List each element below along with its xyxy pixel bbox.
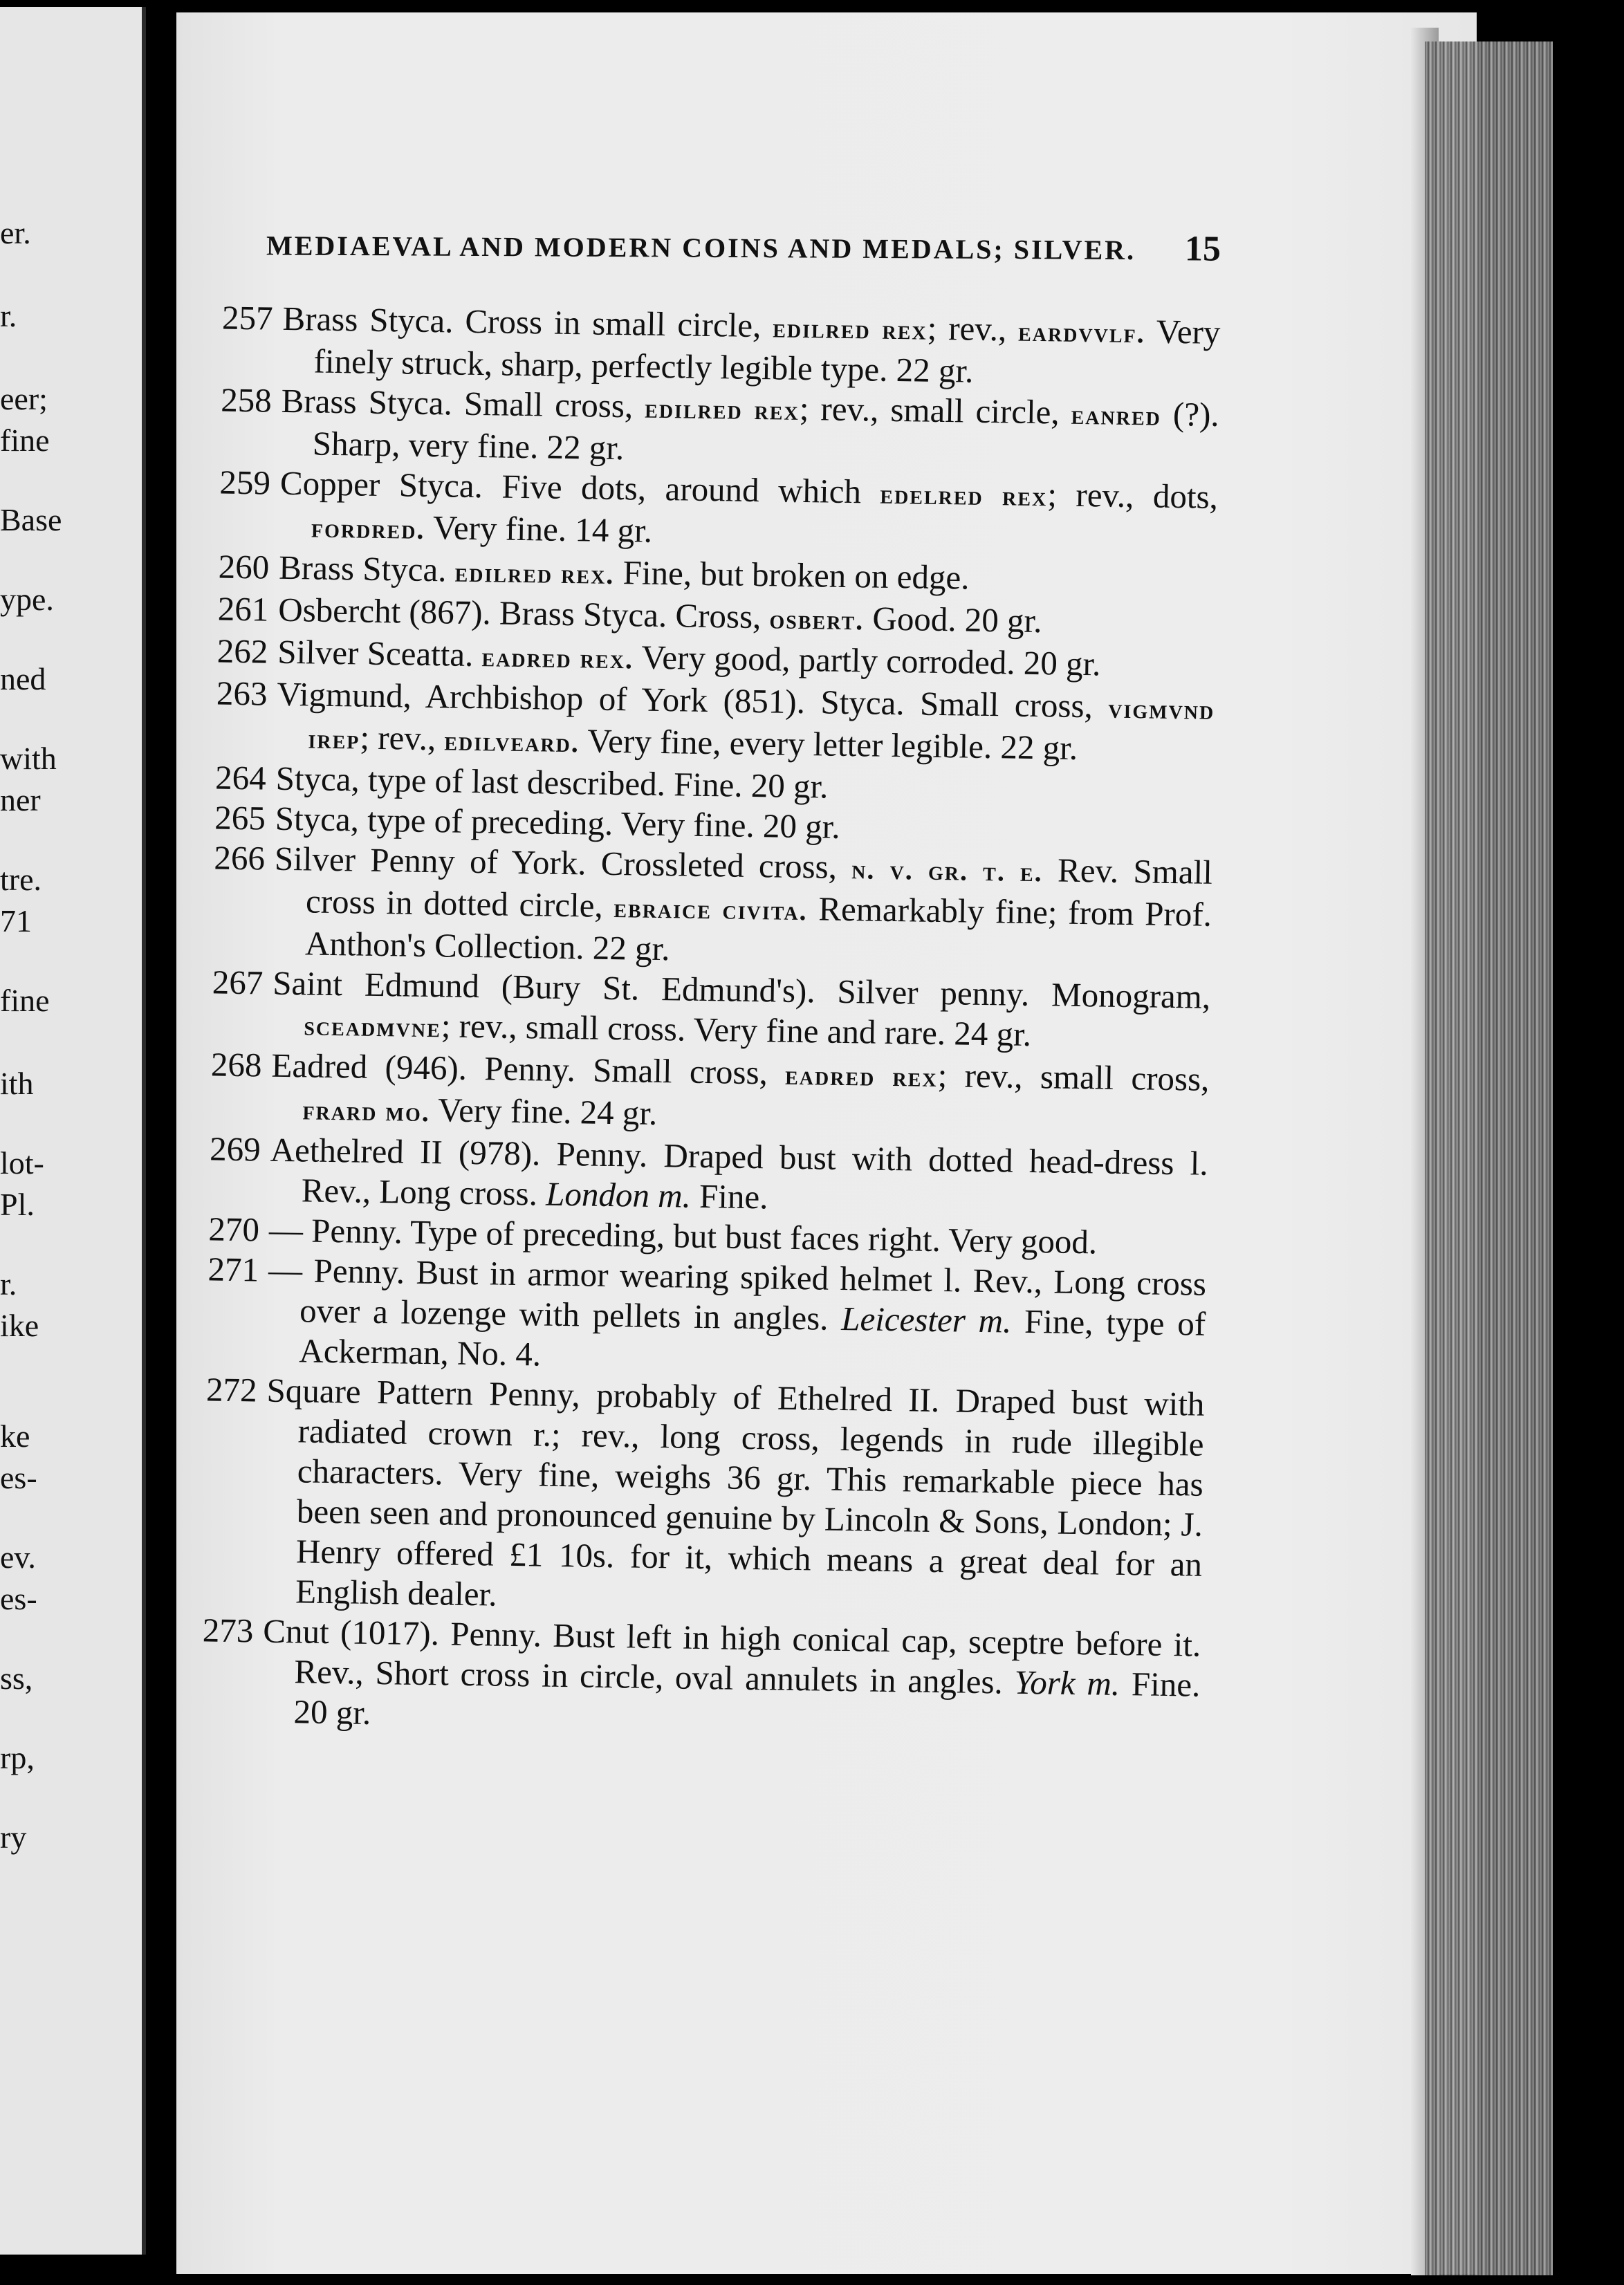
catalogue-entries bbox=[176, 297, 1221, 1746]
entry-text: ; rev., bbox=[927, 308, 1019, 349]
left-page-text-fragment: es- bbox=[0, 1460, 37, 1495]
catalogue-entry bbox=[190, 673, 1215, 773]
lot-number: 265 bbox=[214, 798, 266, 838]
left-page-text-fragment: r. bbox=[0, 298, 17, 333]
catalogue-entry bbox=[178, 1369, 1205, 1625]
entry-text: Aethelred II (978). Penny. Draped bust with dotted head-dress l. Rev., Long cross. bbox=[270, 1130, 1208, 1213]
left-page-text-fragment: tre. bbox=[0, 862, 42, 897]
coin-legend: edilveard. bbox=[444, 725, 580, 759]
entry-text: Fine, type of Ackerman, No. 4. bbox=[299, 1302, 1206, 1373]
left-page-text-fragment: ype. bbox=[0, 582, 54, 617]
coin-legend: ebraice civita. bbox=[613, 892, 808, 927]
entry-text: Square Pattern Penny, probably of Ethelred II. Draped bust with radiated crown r.; rev., long cross, legends in rude illegible characters. Very fine, weighs 36 gr. This remarkable piece has been seen and pronounced genuine by Lincoln & Sons, London; J. Henry offered £1 10s. for it, which means a great deal for an English dealer. bbox=[266, 1371, 1205, 1613]
left-page-text-fragment: es- bbox=[0, 1581, 37, 1616]
lot-number: 273 bbox=[202, 1611, 254, 1650]
left-page-text-fragment: rp, bbox=[0, 1740, 35, 1775]
left-page-text-fragment: r. bbox=[0, 1266, 17, 1302]
left-page-text-fragment: ith bbox=[0, 1066, 34, 1101]
entry-text: Brass Styca. Cross in small circle, bbox=[282, 299, 773, 345]
entry-text: — Penny. Bust in armor wearing spiked helmet l. Rev., Long cross over a lozenge with pellets in angles. bbox=[268, 1250, 1207, 1338]
lot-number: 271 bbox=[207, 1250, 259, 1289]
entry-text: Copper Styca. Five dots, around which bbox=[279, 463, 880, 511]
entry-text: Remarkably fine; from Prof. Anthon's Collection. 22 gr. bbox=[304, 889, 1212, 968]
lot-number: 263 bbox=[216, 674, 268, 713]
header-title: MEDIAEVAL AND MODERN COINS AND MEDALS; SILVER. bbox=[266, 230, 1136, 266]
coin-legend: sceadmvne bbox=[304, 1010, 442, 1044]
entry-text: Brass Styca. bbox=[278, 548, 456, 589]
lot-number: 262 bbox=[216, 631, 268, 671]
entry-text: ; rev., small cross. Very fine and rare. 24 gr. bbox=[441, 1006, 1032, 1054]
entry-text: Vigmund, Archbishop of York (851). Styca. Small cross, bbox=[277, 674, 1109, 725]
lot-number: 266 bbox=[214, 838, 266, 878]
catalogue-entry bbox=[187, 838, 1213, 977]
catalogue-entry bbox=[185, 1044, 1210, 1144]
left-page-text-fragment: ry bbox=[0, 1820, 27, 1855]
lot-number: 260 bbox=[218, 547, 270, 586]
lot-number: 257 bbox=[221, 298, 273, 337]
catalogue-entry bbox=[186, 962, 1211, 1060]
entry-text: Very good, partly corroded. 20 gr. bbox=[633, 638, 1101, 683]
lot-number: 261 bbox=[217, 589, 269, 629]
coin-legend: eadred rex bbox=[784, 1059, 939, 1093]
left-page-text-fragment: ned bbox=[0, 661, 46, 696]
coin-legend: edilred rex. bbox=[454, 556, 615, 590]
entry-text: Styca, type of preceding. Very fine. 20 gr. bbox=[275, 799, 841, 846]
catalogue-entry bbox=[183, 1129, 1208, 1224]
left-page-text-fragment: Base bbox=[0, 502, 62, 537]
catalogue-entry bbox=[181, 1249, 1206, 1385]
entry-text: Silver Sceatta. bbox=[277, 632, 483, 674]
lot-number: 267 bbox=[212, 963, 264, 1002]
lot-number: 268 bbox=[210, 1045, 262, 1084]
page-edges bbox=[1425, 41, 1553, 2275]
entry-text: — Penny. Type of preceding, but bust faces right. Very good. bbox=[268, 1210, 1098, 1261]
left-page-text-fragment: ss, bbox=[0, 1660, 33, 1696]
entry-text: Cnut (1017). Penny. Bust left in high conical cap, sceptre before it. Rev., Short cross in circle, oval annulets in angles. bbox=[262, 1611, 1201, 1701]
coin-legend: frard mo. bbox=[302, 1094, 431, 1128]
entry-text: Very finely struck, sharp, perfectly legible type. 22 gr. bbox=[313, 312, 1221, 390]
left-page-text-fragment: fine bbox=[0, 423, 50, 458]
left-page-text-fragment: lot- bbox=[0, 1145, 44, 1181]
left-page-text-fragment: er. bbox=[0, 215, 31, 250]
left-page-text-fragment: ke bbox=[0, 1418, 30, 1454]
entry-text: Eadred (946). Penny. Small cross, bbox=[271, 1046, 786, 1092]
left-page-text-fragment: eer; bbox=[0, 381, 48, 416]
entry-text: Fine, but broken on edge. bbox=[614, 553, 970, 597]
mint-name: Leicester m. bbox=[840, 1299, 1012, 1340]
mint-name: York m. bbox=[1014, 1663, 1120, 1703]
entry-text: Very fine, every letter legible. 22 gr. bbox=[579, 721, 1078, 767]
coin-legend: n. v. gr. t. e. bbox=[851, 853, 1044, 888]
catalogue-entry bbox=[176, 1610, 1201, 1746]
entry-text: Good. 20 gr. bbox=[863, 599, 1042, 640]
coin-legend: fordred. bbox=[311, 512, 425, 545]
catalogue-entry bbox=[194, 462, 1219, 562]
coin-legend: edilred rex bbox=[772, 312, 928, 346]
entry-text: Osbercht (867). Brass Styca. Cross, bbox=[277, 590, 771, 636]
catalogue-entry bbox=[196, 297, 1221, 395]
left-page-text-fragment: 71 bbox=[0, 903, 32, 938]
entry-text: Very fine. 14 gr. bbox=[425, 508, 653, 550]
entry-text: ; rev., small circle, bbox=[799, 389, 1072, 432]
entry-text: ; rev., dots, bbox=[1046, 475, 1219, 516]
entry-text: Fine. bbox=[690, 1176, 768, 1216]
left-page-text-fragment: with bbox=[0, 741, 57, 776]
left-page-text-fragment: ike bbox=[0, 1308, 39, 1343]
entry-text: ; rev., small cross, bbox=[937, 1056, 1210, 1098]
left-page-fragment bbox=[0, 7, 146, 2255]
entry-text: Rev. Small cross in dotted circle, bbox=[305, 851, 1213, 925]
lot-number: 270 bbox=[208, 1210, 260, 1249]
coin-legend: edilred rex bbox=[644, 392, 800, 426]
coin-legend: osbert. bbox=[769, 603, 865, 636]
entry-text: Silver Penny of York. Crossleted cross, bbox=[274, 839, 852, 887]
coin-legend: edelred rex bbox=[880, 478, 1048, 512]
entry-text: Brass Styca. Small cross, bbox=[281, 381, 645, 425]
running-header bbox=[266, 229, 1221, 269]
lot-number: 272 bbox=[205, 1370, 257, 1409]
entry-text: (?). Sharp, very fine. 22 gr. bbox=[312, 394, 1220, 468]
left-page-text-fragment: Pl. bbox=[0, 1187, 35, 1222]
entry-text: Very fine. 24 gr. bbox=[430, 1091, 658, 1132]
mint-name: London m. bbox=[545, 1174, 692, 1215]
coin-legend: eardvvlf. bbox=[1017, 315, 1146, 349]
coin-legend: vigmvnd irep bbox=[308, 692, 1215, 755]
coin-legend: eanred bbox=[1071, 398, 1162, 432]
coin-legend: eadred rex. bbox=[481, 641, 634, 675]
entry-text: Styca, type of last described. Fine. 20 gr. bbox=[275, 759, 829, 806]
left-page-text-fragment: ev. bbox=[0, 1539, 36, 1575]
entry-text: ; rev., bbox=[360, 718, 445, 758]
entry-text: Fine. 20 gr. bbox=[293, 1665, 1201, 1732]
left-page-text-fragment: fine bbox=[0, 983, 50, 1018]
entry-text: Saint Edmund (Bury St. Edmund's). Silver penny. Monogram, bbox=[272, 963, 1211, 1016]
catalogue-entry bbox=[194, 380, 1219, 477]
lot-number: 264 bbox=[214, 758, 267, 797]
lot-number: 269 bbox=[209, 1129, 261, 1169]
page-number: 15 bbox=[1184, 229, 1221, 269]
lot-number: 258 bbox=[220, 380, 273, 420]
lot-number: 259 bbox=[219, 463, 271, 502]
left-page-text-fragment: ner bbox=[0, 782, 41, 817]
